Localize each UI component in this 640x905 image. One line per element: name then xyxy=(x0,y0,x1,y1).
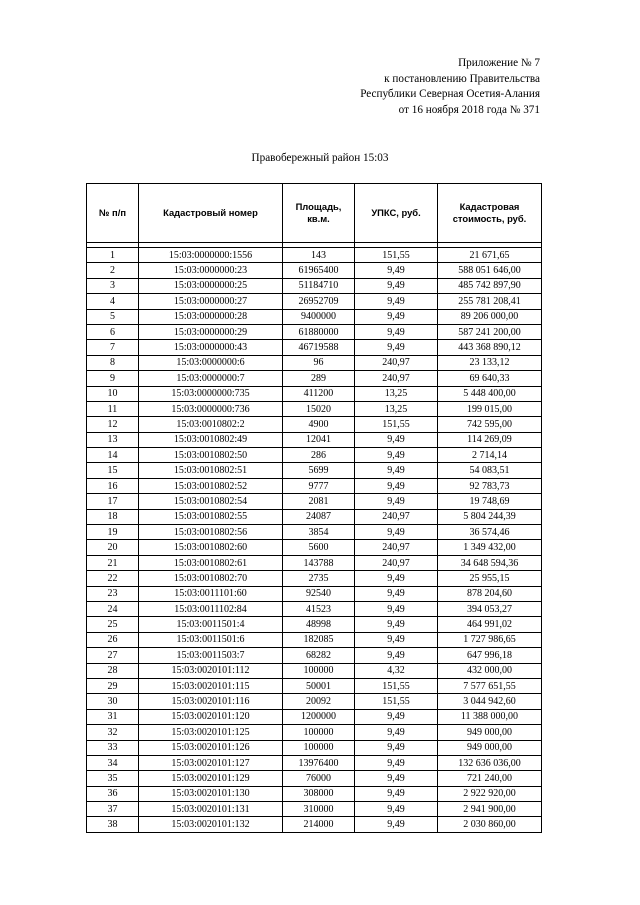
cadastral-table xyxy=(86,183,542,833)
cell-cadastral-value: 11 388 000,00 xyxy=(438,709,542,724)
cell-cadastral-value: 949 000,00 xyxy=(438,725,542,740)
cell-cadastral-value: 432 000,00 xyxy=(438,663,542,678)
table-row xyxy=(87,371,542,386)
table-row xyxy=(87,494,542,509)
cell-cadastral-number: 15:03:0000000:29 xyxy=(139,324,283,339)
cell-number: 35 xyxy=(87,771,139,786)
table-row xyxy=(87,401,542,416)
table-row xyxy=(87,663,542,678)
table-row xyxy=(87,263,542,278)
table-row xyxy=(87,771,542,786)
cell-number: 3 xyxy=(87,278,139,293)
cell-number: 17 xyxy=(87,494,139,509)
resolution-reference: к постановлению Правительства xyxy=(384,72,540,85)
cell-upks: 9,49 xyxy=(355,463,438,478)
column-header-number: № п/п xyxy=(87,184,139,243)
district-title: Правобережный район 15:03 xyxy=(251,152,389,164)
cell-cadastral-value: 255 781 208,41 xyxy=(438,294,542,309)
cell-cadastral-value: 92 783,73 xyxy=(438,478,542,493)
cell-area: 46719588 xyxy=(283,340,355,355)
cell-cadastral-number: 15:03:0011101:60 xyxy=(139,586,283,601)
cell-area: 15020 xyxy=(283,401,355,416)
cell-cadastral-value: 114 269,09 xyxy=(438,432,542,447)
cell-area: 61965400 xyxy=(283,263,355,278)
cell-area: 76000 xyxy=(283,771,355,786)
cell-area: 4900 xyxy=(283,417,355,432)
table-row xyxy=(87,294,542,309)
cell-area: 68282 xyxy=(283,648,355,663)
cell-cadastral-value: 34 648 594,36 xyxy=(438,555,542,570)
table-row xyxy=(87,248,542,263)
cell-number: 13 xyxy=(87,432,139,447)
cell-upks: 9,49 xyxy=(355,263,438,278)
cell-area: 2735 xyxy=(283,571,355,586)
cell-area: 5699 xyxy=(283,463,355,478)
cell-cadastral-number: 15:03:0020101:130 xyxy=(139,786,283,801)
table-row xyxy=(87,786,542,801)
cell-cadastral-value: 199 015,00 xyxy=(438,401,542,416)
cell-number: 2 xyxy=(87,263,139,278)
cell-cadastral-value: 1 727 986,65 xyxy=(438,632,542,647)
cell-cadastral-value: 5 804 244,39 xyxy=(438,509,542,524)
cell-area: 214000 xyxy=(283,817,355,832)
cell-cadastral-value: 587 241 200,00 xyxy=(438,324,542,339)
cell-upks: 9,49 xyxy=(355,571,438,586)
cell-number: 37 xyxy=(87,802,139,817)
cell-upks: 9,49 xyxy=(355,525,438,540)
table-row xyxy=(87,740,542,755)
cell-number: 26 xyxy=(87,632,139,647)
cell-area: 143 xyxy=(283,248,355,263)
cell-cadastral-value: 1 349 432,00 xyxy=(438,540,542,555)
table-row xyxy=(87,417,542,432)
cell-upks: 9,49 xyxy=(355,802,438,817)
table-row xyxy=(87,694,542,709)
cell-upks: 240,97 xyxy=(355,540,438,555)
cell-upks: 9,49 xyxy=(355,324,438,339)
cell-area: 24087 xyxy=(283,509,355,524)
cell-number: 29 xyxy=(87,678,139,693)
cell-number: 21 xyxy=(87,555,139,570)
cell-cadastral-number: 15:03:0010802:51 xyxy=(139,463,283,478)
cell-cadastral-number: 15:03:0010802:2 xyxy=(139,417,283,432)
cell-number: 31 xyxy=(87,709,139,724)
cell-cadastral-value: 721 240,00 xyxy=(438,771,542,786)
table-row xyxy=(87,555,542,570)
cell-cadastral-number: 15:03:0020101:115 xyxy=(139,678,283,693)
table-row xyxy=(87,709,542,724)
column-header-area: Площадь, кв.м. xyxy=(283,184,355,243)
cell-cadastral-value: 25 955,15 xyxy=(438,571,542,586)
cell-cadastral-number: 15:03:0020101:125 xyxy=(139,725,283,740)
cell-cadastral-value: 132 636 036,00 xyxy=(438,755,542,770)
cell-upks: 13,25 xyxy=(355,386,438,401)
table-row xyxy=(87,617,542,632)
cell-upks: 9,49 xyxy=(355,755,438,770)
cell-upks: 240,97 xyxy=(355,509,438,524)
republic-name: Республики Северная Осетия-Алания xyxy=(360,88,540,100)
cell-cadastral-number: 15:03:0000000:735 xyxy=(139,386,283,401)
cell-cadastral-number: 15:03:0010802:54 xyxy=(139,494,283,509)
table-row xyxy=(87,340,542,355)
cell-upks: 9,49 xyxy=(355,478,438,493)
cell-cadastral-number: 15:03:0010802:55 xyxy=(139,509,283,524)
cell-cadastral-number: 15:03:0020101:129 xyxy=(139,771,283,786)
cell-cadastral-value: 54 083,51 xyxy=(438,463,542,478)
cell-upks: 9,49 xyxy=(355,786,438,801)
cell-upks: 9,49 xyxy=(355,771,438,786)
table-header-row xyxy=(87,184,542,243)
cell-upks: 9,49 xyxy=(355,601,438,616)
cell-cadastral-number: 15:03:0000000:6 xyxy=(139,355,283,370)
cell-cadastral-value: 588 051 646,00 xyxy=(438,263,542,278)
cell-number: 14 xyxy=(87,448,139,463)
cell-cadastral-number: 15:03:0000000:1556 xyxy=(139,248,283,263)
cell-cadastral-number: 15:03:0000000:23 xyxy=(139,263,283,278)
cell-number: 25 xyxy=(87,617,139,632)
table-row xyxy=(87,432,542,447)
cell-upks: 240,97 xyxy=(355,371,438,386)
cell-upks: 9,49 xyxy=(355,725,438,740)
cell-cadastral-value: 89 206 000,00 xyxy=(438,309,542,324)
cell-area: 286 xyxy=(283,448,355,463)
cell-number: 27 xyxy=(87,648,139,663)
cell-cadastral-number: 15:03:0020101:132 xyxy=(139,817,283,832)
cell-number: 4 xyxy=(87,294,139,309)
cell-cadastral-number: 15:03:0000000:25 xyxy=(139,278,283,293)
cell-cadastral-value: 2 941 900,00 xyxy=(438,802,542,817)
table-row xyxy=(87,601,542,616)
cell-cadastral-value: 2 030 860,00 xyxy=(438,817,542,832)
table-row xyxy=(87,648,542,663)
cell-cadastral-number: 15:03:0010802:70 xyxy=(139,571,283,586)
cell-number: 23 xyxy=(87,586,139,601)
cell-area: 41523 xyxy=(283,601,355,616)
table-row xyxy=(87,355,542,370)
cell-cadastral-value: 2 922 920,00 xyxy=(438,786,542,801)
cell-number: 8 xyxy=(87,355,139,370)
cell-area: 310000 xyxy=(283,802,355,817)
cell-cadastral-value: 464 991,02 xyxy=(438,617,542,632)
cell-area: 20092 xyxy=(283,694,355,709)
column-header-cadastral-value: Кадастровая стоимость, руб. xyxy=(438,184,542,243)
cell-cadastral-value: 21 671,65 xyxy=(438,248,542,263)
appendix-header xyxy=(360,56,540,118)
table-row xyxy=(87,309,542,324)
cell-cadastral-number: 15:03:0020101:126 xyxy=(139,740,283,755)
column-header-upks: УПКС, руб. xyxy=(355,184,438,243)
cell-area: 143788 xyxy=(283,555,355,570)
cell-area: 9777 xyxy=(283,478,355,493)
table-row xyxy=(87,571,542,586)
cell-number: 15 xyxy=(87,463,139,478)
cell-upks: 9,49 xyxy=(355,448,438,463)
table-row xyxy=(87,817,542,832)
table-row xyxy=(87,448,542,463)
cell-upks: 151,55 xyxy=(355,417,438,432)
cell-cadastral-value: 69 640,33 xyxy=(438,371,542,386)
cell-upks: 151,55 xyxy=(355,694,438,709)
cell-cadastral-value: 742 595,00 xyxy=(438,417,542,432)
cell-cadastral-number: 15:03:0011501:4 xyxy=(139,617,283,632)
cell-number: 28 xyxy=(87,663,139,678)
cell-area: 411200 xyxy=(283,386,355,401)
table-row xyxy=(87,540,542,555)
cell-cadastral-number: 15:03:0020101:112 xyxy=(139,663,283,678)
cell-upks: 9,49 xyxy=(355,294,438,309)
cell-cadastral-value: 36 574,46 xyxy=(438,525,542,540)
cell-area: 9400000 xyxy=(283,309,355,324)
cell-number: 36 xyxy=(87,786,139,801)
cell-upks: 9,49 xyxy=(355,817,438,832)
table-row xyxy=(87,386,542,401)
table-row xyxy=(87,278,542,293)
appendix-number: Приложение № 7 xyxy=(458,57,540,69)
cell-cadastral-value: 394 053,27 xyxy=(438,601,542,616)
cell-number: 24 xyxy=(87,601,139,616)
cell-cadastral-number: 15:03:0000000:43 xyxy=(139,340,283,355)
cell-area: 100000 xyxy=(283,663,355,678)
cell-number: 16 xyxy=(87,478,139,493)
cell-number: 30 xyxy=(87,694,139,709)
cell-area: 289 xyxy=(283,371,355,386)
cell-cadastral-value: 949 000,00 xyxy=(438,740,542,755)
cell-number: 7 xyxy=(87,340,139,355)
cell-upks: 9,49 xyxy=(355,340,438,355)
cell-number: 1 xyxy=(87,248,139,263)
cell-upks: 151,55 xyxy=(355,248,438,263)
cell-upks: 9,49 xyxy=(355,432,438,447)
cell-number: 20 xyxy=(87,540,139,555)
cell-cadastral-number: 15:03:0000000:7 xyxy=(139,371,283,386)
cell-area: 26952709 xyxy=(283,294,355,309)
cell-cadastral-value: 485 742 897,90 xyxy=(438,278,542,293)
cell-cadastral-number: 15:03:0010802:52 xyxy=(139,478,283,493)
cell-cadastral-number: 15:03:0000000:736 xyxy=(139,401,283,416)
cell-number: 9 xyxy=(87,371,139,386)
table-row xyxy=(87,678,542,693)
table-row xyxy=(87,725,542,740)
cell-area: 48998 xyxy=(283,617,355,632)
cell-area: 13976400 xyxy=(283,755,355,770)
cell-area: 2081 xyxy=(283,494,355,509)
cell-upks: 9,49 xyxy=(355,632,438,647)
cell-number: 12 xyxy=(87,417,139,432)
cell-area: 50001 xyxy=(283,678,355,693)
table-row xyxy=(87,755,542,770)
cell-cadastral-number: 15:03:0000000:27 xyxy=(139,294,283,309)
cell-number: 10 xyxy=(87,386,139,401)
cell-number: 19 xyxy=(87,525,139,540)
cell-upks: 9,49 xyxy=(355,494,438,509)
table-row xyxy=(87,632,542,647)
cell-cadastral-number: 15:03:0010802:50 xyxy=(139,448,283,463)
cell-number: 11 xyxy=(87,401,139,416)
cell-cadastral-value: 23 133,12 xyxy=(438,355,542,370)
cell-cadastral-number: 15:03:0010802:60 xyxy=(139,540,283,555)
cell-cadastral-number: 15:03:0000000:28 xyxy=(139,309,283,324)
cell-upks: 9,49 xyxy=(355,278,438,293)
cell-area: 100000 xyxy=(283,725,355,740)
table-row xyxy=(87,463,542,478)
cell-upks: 9,49 xyxy=(355,309,438,324)
cell-cadastral-number: 15:03:0011102:84 xyxy=(139,601,283,616)
cell-number: 33 xyxy=(87,740,139,755)
cell-upks: 4,32 xyxy=(355,663,438,678)
table-row xyxy=(87,586,542,601)
cell-cadastral-value: 443 368 890,12 xyxy=(438,340,542,355)
cell-number: 38 xyxy=(87,817,139,832)
column-header-cadastral-number: Кадастровый номер xyxy=(139,184,283,243)
cell-upks: 13,25 xyxy=(355,401,438,416)
cell-number: 18 xyxy=(87,509,139,524)
resolution-date: от 16 ноября 2018 года № 371 xyxy=(398,103,540,116)
cell-cadastral-number: 15:03:0010802:49 xyxy=(139,432,283,447)
cell-cadastral-value: 19 748,69 xyxy=(438,494,542,509)
table-row xyxy=(87,478,542,493)
cell-area: 182085 xyxy=(283,632,355,647)
cell-area: 308000 xyxy=(283,786,355,801)
cell-number: 6 xyxy=(87,324,139,339)
cell-number: 5 xyxy=(87,309,139,324)
cell-cadastral-value: 878 204,60 xyxy=(438,586,542,601)
cell-upks: 9,49 xyxy=(355,648,438,663)
cell-area: 100000 xyxy=(283,740,355,755)
cell-area: 12041 xyxy=(283,432,355,447)
cell-cadastral-number: 15:03:0020101:120 xyxy=(139,709,283,724)
cell-cadastral-number: 15:03:0020101:127 xyxy=(139,755,283,770)
cell-number: 22 xyxy=(87,571,139,586)
cell-cadastral-value: 3 044 942,60 xyxy=(438,694,542,709)
cell-area: 61880000 xyxy=(283,324,355,339)
cell-cadastral-value: 2 714,14 xyxy=(438,448,542,463)
table-row xyxy=(87,324,542,339)
cell-upks: 151,55 xyxy=(355,678,438,693)
cell-area: 92540 xyxy=(283,586,355,601)
table-row xyxy=(87,525,542,540)
cell-area: 96 xyxy=(283,355,355,370)
cell-cadastral-value: 5 448 400,00 xyxy=(438,386,542,401)
cell-cadastral-value: 7 577 651,55 xyxy=(438,678,542,693)
cell-area: 1200000 xyxy=(283,709,355,724)
cell-cadastral-number: 15:03:0011503:7 xyxy=(139,648,283,663)
cell-cadastral-value: 647 996,18 xyxy=(438,648,542,663)
table-row xyxy=(87,802,542,817)
cell-upks: 9,49 xyxy=(355,709,438,724)
cell-cadastral-number: 15:03:0011501:6 xyxy=(139,632,283,647)
cell-area: 5600 xyxy=(283,540,355,555)
cell-cadastral-number: 15:03:0010802:56 xyxy=(139,525,283,540)
cell-upks: 240,97 xyxy=(355,355,438,370)
cell-number: 34 xyxy=(87,755,139,770)
cell-cadastral-number: 15:03:0020101:131 xyxy=(139,802,283,817)
cell-upks: 9,49 xyxy=(355,586,438,601)
cell-upks: 9,49 xyxy=(355,740,438,755)
cell-cadastral-number: 15:03:0010802:61 xyxy=(139,555,283,570)
cell-upks: 9,49 xyxy=(355,617,438,632)
cell-upks: 240,97 xyxy=(355,555,438,570)
table-body xyxy=(87,248,542,833)
cell-area: 51184710 xyxy=(283,278,355,293)
table-row xyxy=(87,509,542,524)
cell-area: 3854 xyxy=(283,525,355,540)
cell-cadastral-number: 15:03:0020101:116 xyxy=(139,694,283,709)
cell-number: 32 xyxy=(87,725,139,740)
